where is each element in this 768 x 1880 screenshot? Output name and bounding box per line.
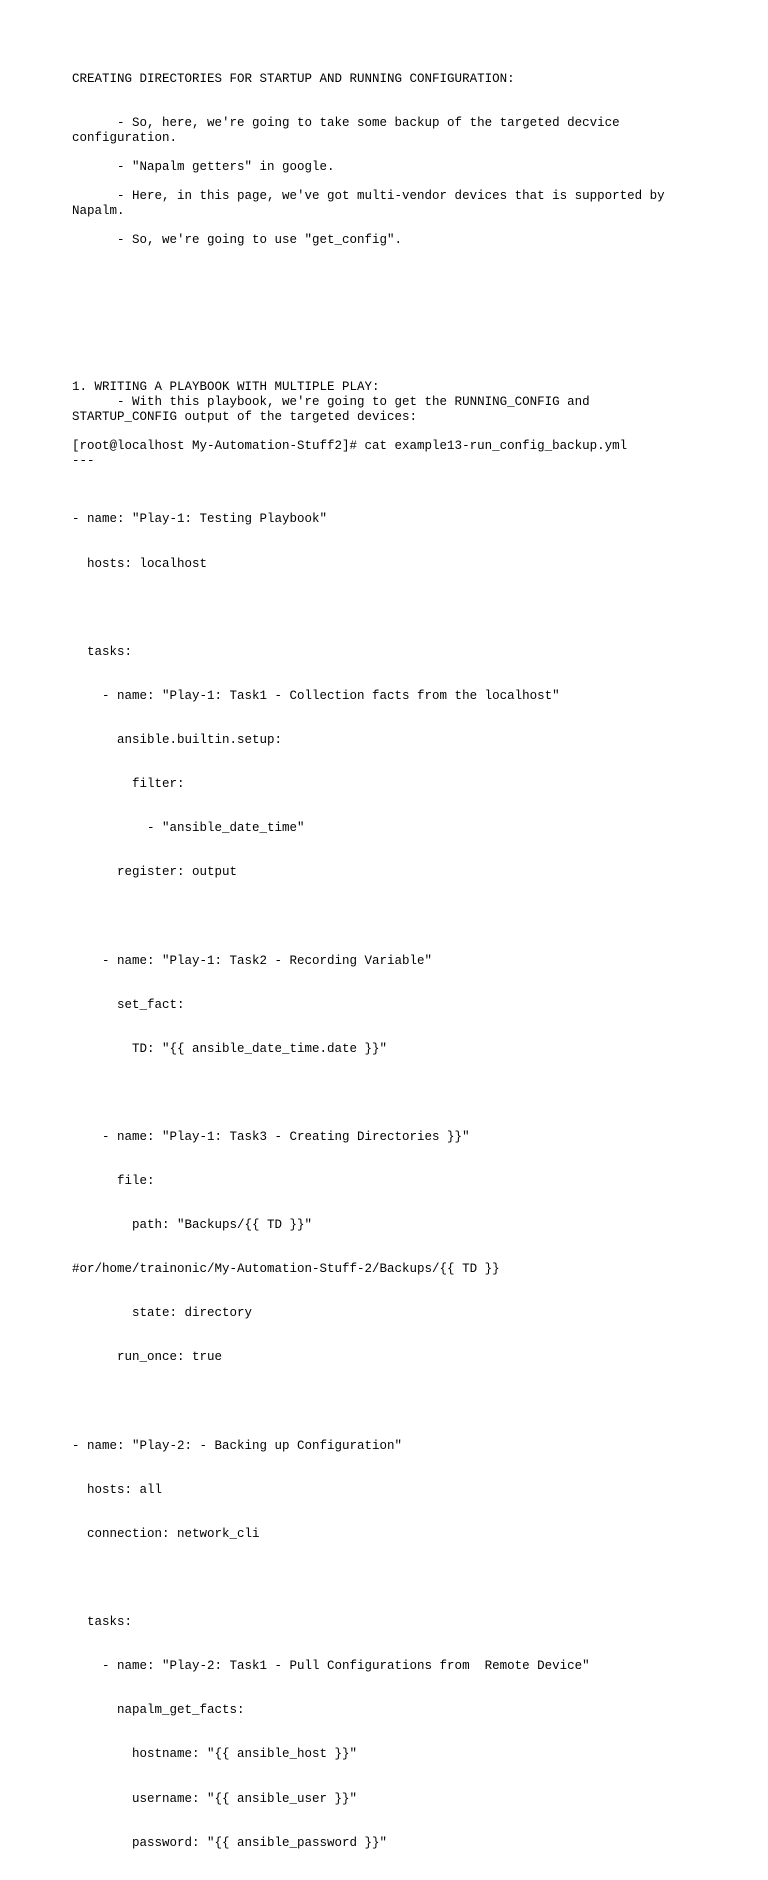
bullet-line: - "Napalm getters" in google. (72, 160, 335, 174)
code-line: username: "{{ ansible_user }}" (72, 1791, 358, 1806)
bullet-line: - So, here, we're going to take some backup of the targeted decvice (72, 116, 620, 130)
code-line: file: (72, 1174, 155, 1189)
yaml-doc-start: --- (72, 454, 95, 468)
code-line: hosts: all (72, 1482, 163, 1497)
code-line: run_once: true (72, 1350, 223, 1365)
code-line: hosts: localhost (72, 556, 208, 571)
code-line: - "ansible_date_time" (72, 821, 305, 836)
code-line (72, 909, 590, 924)
code-line (72, 1571, 590, 1586)
bullet-line: Napalm. (72, 204, 125, 218)
code-line: path: "Backups/{{ TD }}" (72, 1218, 313, 1233)
code-line (72, 1086, 590, 1101)
bullet-line: - Here, in this page, we've got multi-vendor devices that is supported by (72, 189, 665, 203)
section-heading: CREATING DIRECTORIES FOR STARTUP AND RUNNING CONFIGURATION: (72, 72, 515, 86)
code-line: hostname: "{{ ansible_host }}" (72, 1747, 358, 1762)
code-line: - name: "Play-2: - Backing up Configuration" (72, 1438, 403, 1453)
code-line: - name: "Play-2: Task1 - Pull Configurations from Remote Device" (72, 1659, 590, 1674)
code-line: napalm_get_facts: (72, 1703, 245, 1718)
section-title: 1. WRITING A PLAYBOOK WITH MULTIPLE PLAY: (72, 380, 380, 394)
bullet-line: configuration. (72, 131, 178, 145)
code-line: #or/home/trainonic/My-Automation-Stuff-2/Backups/{{ TD }} (72, 1262, 500, 1277)
section-text: - With this playbook, we're going to get the RUNNING_CONFIG and (72, 395, 590, 409)
code-line: register: output (72, 865, 238, 880)
yaml-code-block (72, 483, 590, 1880)
code-line: tasks: (72, 644, 133, 659)
section-text: STARTUP_CONFIG output of the targeted devices: (72, 410, 418, 424)
code-line: password: "{{ ansible_password }}" (72, 1835, 388, 1850)
code-line: - name: "Play-1: Testing Playbook" (72, 512, 328, 527)
code-line: - name: "Play-1: Task1 - Collection facts from the localhost" (72, 688, 560, 703)
code-line (72, 601, 590, 616)
code-line: set_fact: (72, 997, 185, 1012)
code-line: state: directory (72, 1306, 253, 1321)
code-line (72, 1395, 590, 1410)
code-line: - name: "Play-1: Task2 - Recording Variable" (72, 953, 433, 968)
code-line: tasks: (72, 1615, 133, 1630)
code-line: TD: "{{ ansible_date_time.date }}" (72, 1041, 388, 1056)
shell-command: [root@localhost My-Automation-Stuff2]# cat example13-run_config_backup.yml (72, 439, 628, 453)
code-line: ansible.builtin.setup: (72, 732, 283, 747)
code-line: - name: "Play-1: Task3 - Creating Directories }}" (72, 1129, 470, 1144)
code-line: connection: network_cli (72, 1526, 260, 1541)
bullet-line: - So, we're going to use "get_config". (72, 233, 403, 247)
code-line: filter: (72, 777, 185, 792)
